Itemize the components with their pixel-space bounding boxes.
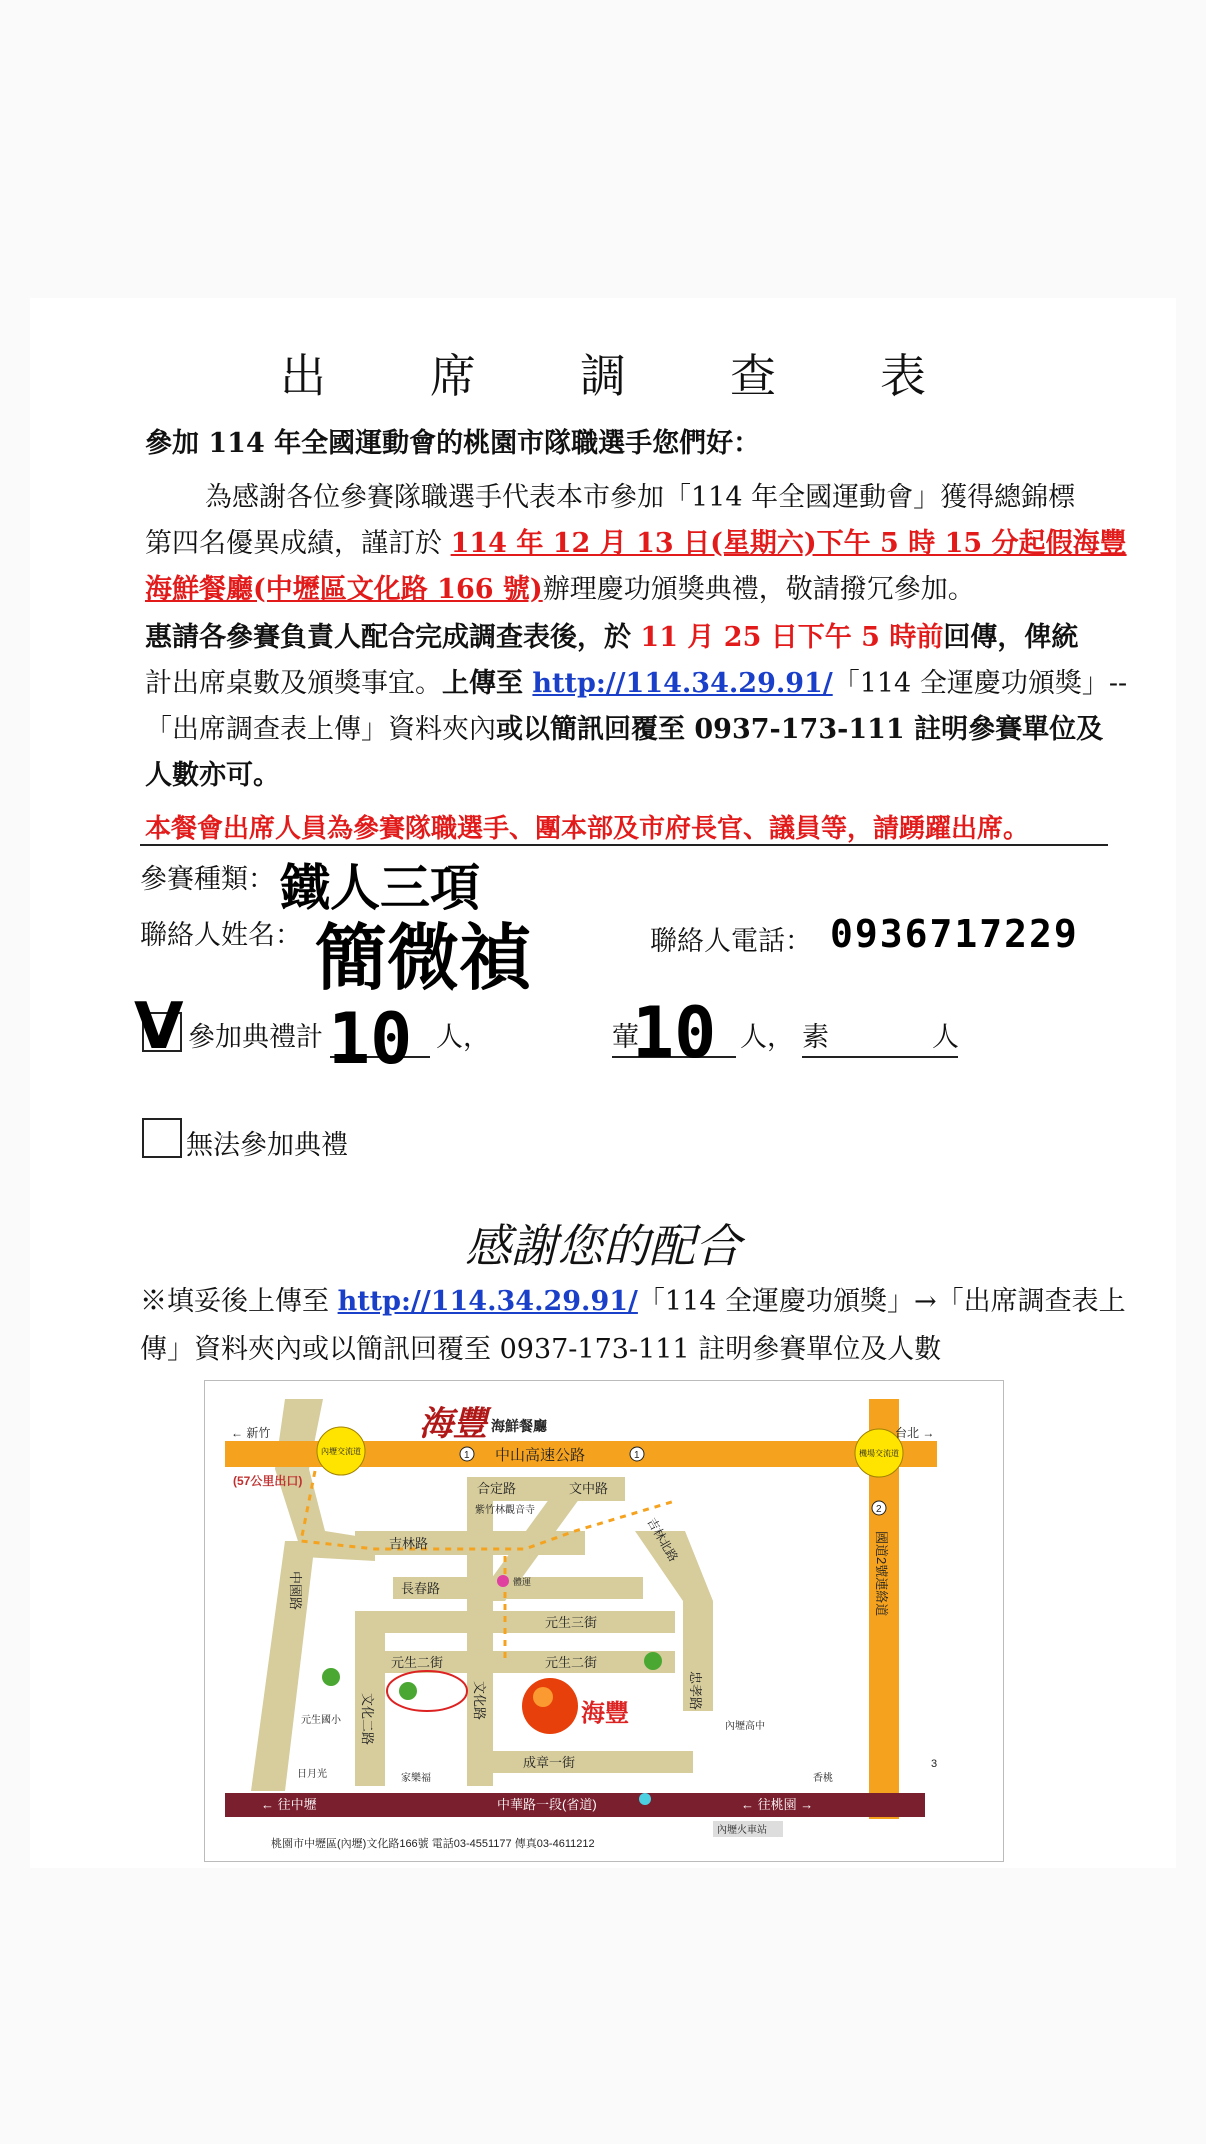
para1-line3 [145, 566, 975, 613]
map-address: 桃園市中壢區(內壢)文化路166號 電話03-4551177 傳真03-4611212 [271, 1838, 595, 1850]
para2-text: 計出席桌數及頒獎事宜。 [145, 668, 442, 699]
para2-text: 惠請各參賽負責人配合完成調查表後，於 [145, 622, 641, 653]
map-to-zhongli: ← 往中壢 [261, 1797, 317, 1812]
greeting: 參加 114 年全國運動會的桃園市隊職選手您們好： [145, 428, 761, 459]
map-chengzhang: 成章一街 [523, 1755, 576, 1770]
map-gym: 體運 [513, 1577, 532, 1587]
map-svg [205, 1381, 1003, 1861]
map-zhonghua: 中華路一段(省道) [497, 1797, 597, 1812]
sport-value: 鐵人三項 [280, 859, 480, 917]
para2-text: 回傳，俾統 [943, 622, 1079, 653]
footer-text: ※填妥後上傳至 [140, 1286, 338, 1317]
contact-label: 聯絡人姓名： [140, 920, 302, 951]
check-mark: V [134, 990, 184, 1064]
map-wenhua2: 文化二路 [360, 1693, 375, 1746]
sport-label: 參賽種類： [140, 864, 275, 895]
map-national2: 國道2號連絡道 [874, 1531, 889, 1617]
map-zhongyuan: 中園路 [288, 1571, 303, 1611]
map-yuansheng2a: 元生二街 [391, 1655, 444, 1670]
title-char: 調 [580, 349, 626, 403]
attend-unit: 人， [436, 1022, 490, 1053]
para2-text: 上傳至 [442, 668, 533, 699]
map-yuansheng3: 元生三街 [545, 1615, 598, 1630]
divider [140, 844, 1108, 846]
road [355, 1611, 675, 1633]
title-char: 出 [280, 349, 326, 403]
page-title [0, 340, 1206, 406]
map-num3: 3 [931, 1758, 938, 1770]
para2-line2 [145, 660, 1127, 707]
map-wenzhong: 文中路 [569, 1481, 609, 1496]
map-to-xinzhu: ← 新竹 [231, 1426, 271, 1440]
map-to-taibei: 台北 → [895, 1426, 935, 1440]
map-wenhua: 文化路 [472, 1681, 487, 1721]
title-char: 表 [880, 349, 926, 403]
map-jilin: 吉林路 [389, 1536, 429, 1551]
map-heding: 合定路 [477, 1481, 517, 1496]
gym-icon [497, 1575, 509, 1587]
para1-text: 辦理慶功頒獎典禮，敬請撥冗參加。 [542, 574, 975, 605]
attend-count: 10 [328, 998, 413, 1080]
footer-upload-link[interactable]: http://114.34.29.91/ [337, 1286, 638, 1317]
road [467, 1501, 493, 1786]
para2-line4: 人數亦可。 [145, 760, 280, 791]
map-changchun: 長春路 [401, 1581, 441, 1596]
title-char: 席 [430, 349, 476, 403]
map-jichang-ic: 機場交流道 [859, 1449, 899, 1458]
para1-line1: 為感謝各位參賽隊職選手代表本市參加「114 年全國運動會」獲得總錦標 [205, 482, 1076, 513]
phone-label: 聯絡人電話： [650, 926, 812, 957]
parking-icon [322, 1668, 340, 1686]
para2-text: 或以簡訊回覆至 0937-173-111 註明參賽單位及 [496, 714, 1104, 745]
map-num1a: 1 [464, 1450, 470, 1461]
map-haifeng: 海豐 [581, 1701, 629, 1727]
title-char: 查 [730, 349, 776, 403]
map-neili-ic: 內壢交流道 [321, 1447, 361, 1456]
para2-line3 [145, 706, 1103, 753]
map-jilin-n: 吉林北路 [644, 1515, 681, 1565]
footer-text: 「114 全運慶功頒獎」→「出席調查表上 [637, 1286, 1126, 1317]
parking-icon [644, 1652, 662, 1670]
haifeng-marker [522, 1678, 578, 1734]
para2-text: 「114 全運慶功頒獎」-- [832, 668, 1128, 699]
map-num2: 2 [876, 1504, 882, 1515]
attend-label: 參加典禮計 [188, 1022, 323, 1053]
map-exit-57: (57公里出口) [233, 1474, 303, 1488]
station-icon [639, 1793, 651, 1805]
para2-text: 「出席調查表上傳」資料夾內 [145, 714, 496, 745]
absent-label: 無法參加典禮 [186, 1130, 348, 1161]
map-xiangtao: 香桃 [813, 1773, 833, 1784]
phone-value: 0936717229 [830, 912, 1079, 956]
haifeng-marker-highlight [533, 1687, 553, 1707]
venue-highlight: 海鮮餐廳(中壢區文化路 166 號) [145, 574, 543, 605]
contact-value: 簡微禎 [315, 916, 532, 1000]
footer-line1 [140, 1278, 1126, 1325]
para1-line2 [145, 520, 1127, 567]
parking-icon [399, 1682, 417, 1700]
map-zizhu: 紫竹林觀音寺 [475, 1505, 535, 1516]
footer-line2: 傳」資料夾內或以簡訊回覆至 0937-173-111 註明參賽單位及人數 [140, 1334, 942, 1365]
veg-label: 素 [802, 1022, 829, 1053]
meat-count: 10 [632, 992, 717, 1074]
veg-unit: 人 [932, 1022, 959, 1053]
upload-link[interactable]: http://114.34.29.91/ [532, 668, 833, 699]
map-neili-hs: 內壢高中 [725, 1721, 765, 1732]
map-to-taoyuan: ← 往桃園 → [741, 1797, 814, 1812]
map-yuansheng-es: 元生國小 [301, 1715, 341, 1726]
event-date-highlight: 114 年 12 月 13 日(星期六)下午 5 時 15 分起假海豐 [450, 528, 1127, 559]
map-freeway: 中山高速公路 [495, 1447, 586, 1464]
map-jialefu: 家樂福 [401, 1773, 431, 1784]
map-neili-station: 內壢火車站 [717, 1825, 767, 1836]
map-logo-big: 海豐 [419, 1406, 487, 1443]
map-num1b: 1 [634, 1450, 640, 1461]
para2-line1 [145, 614, 1078, 661]
absent-checkbox[interactable] [142, 1118, 182, 1158]
notice: 本餐會出席人員為參賽隊職選手、團本部及市府長官、議員等，請踴躍出席。 [145, 814, 1030, 844]
meat-label: 葷 [612, 1022, 639, 1053]
map-riyueguang: 日月光 [297, 1769, 327, 1780]
map-zhongxiao: 忠孝路 [688, 1671, 703, 1711]
map-yuansheng2b: 元生二街 [545, 1655, 598, 1670]
venue-map [204, 1380, 1004, 1862]
para1-text: 第四名優異成績，謹訂於 [145, 528, 451, 559]
thanks-heading: 感謝您的配合 [465, 1219, 741, 1273]
map-logo-small: 海鮮餐廳 [491, 1418, 547, 1434]
deadline-highlight: 11 月 25 日下午 5 時前 [640, 622, 944, 653]
meat-unit: 人， [740, 1022, 794, 1053]
